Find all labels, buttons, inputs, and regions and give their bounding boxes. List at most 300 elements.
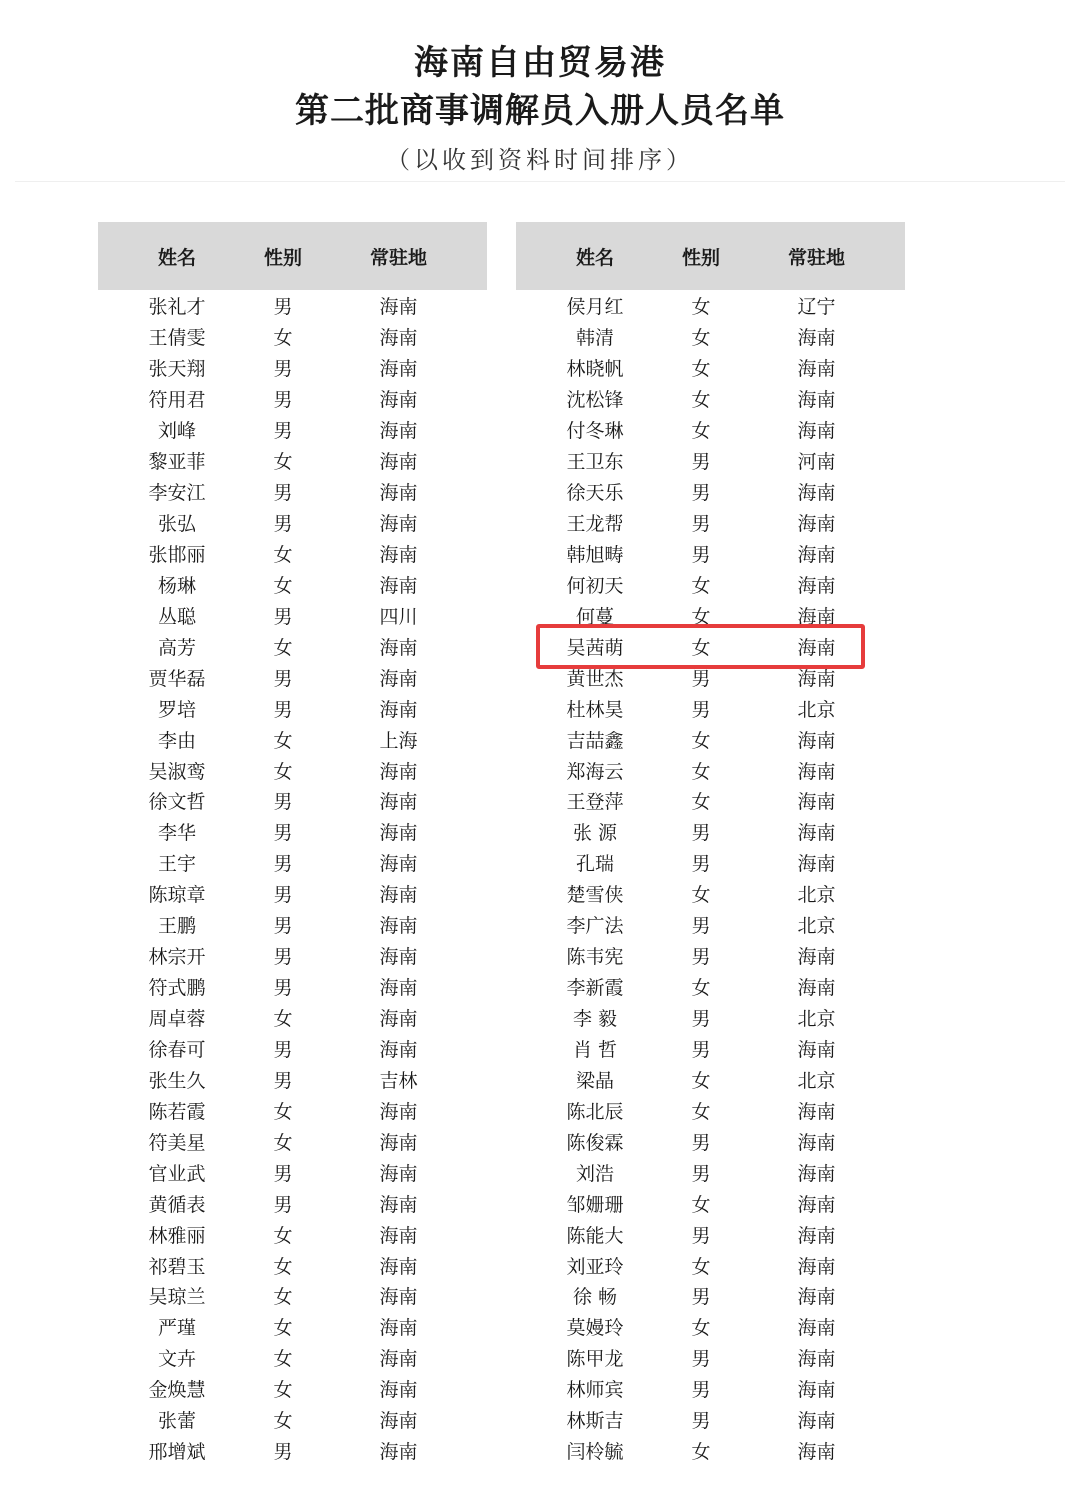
- cell-name: 吴淑鸾: [148, 760, 206, 783]
- left-table-body: [98, 290, 487, 1468]
- cell-gender: 男: [273, 698, 293, 721]
- header-name: 姓名: [575, 246, 614, 269]
- table-row: [516, 540, 905, 571]
- table-row: [516, 756, 905, 787]
- table-row: [98, 416, 487, 447]
- table-row: [516, 416, 905, 447]
- cell-name: 文卉: [157, 1348, 196, 1371]
- cell-gender: 男: [273, 358, 293, 381]
- table-row: [98, 1035, 487, 1066]
- table-row: [98, 509, 487, 540]
- cell-residence: 海南: [797, 605, 836, 628]
- cell-residence: 海南: [379, 915, 418, 938]
- cell-name: 符用君: [148, 389, 206, 412]
- cell-name: 王龙帮: [566, 513, 624, 536]
- table-row: [516, 1158, 905, 1189]
- table-row: [516, 1344, 905, 1375]
- cell-gender: 女: [273, 451, 293, 474]
- highlight-box: [536, 624, 865, 669]
- cell-residence: 海南: [379, 822, 418, 845]
- table-row: [98, 694, 487, 725]
- cell-name: 陈琼章: [148, 884, 206, 907]
- cell-residence: 海南: [797, 822, 836, 845]
- cell-residence: 海南: [797, 791, 836, 814]
- table-row: [98, 1344, 487, 1375]
- cell-residence: 海南: [379, 1286, 418, 1309]
- cell-residence: 海南: [797, 1162, 836, 1185]
- cell-name: 罗培: [157, 698, 196, 721]
- cell-residence: 海南: [797, 1410, 836, 1433]
- cell-name: 张蕾: [157, 1410, 196, 1433]
- cell-gender: 男: [273, 1162, 293, 1185]
- cell-residence: 海南: [379, 451, 418, 474]
- cell-residence: 海南: [379, 884, 418, 907]
- cell-residence: 海南: [797, 543, 836, 566]
- cell-gender: 男: [691, 1410, 711, 1433]
- cell-name: 林师宾: [566, 1379, 624, 1402]
- table-row: [98, 354, 487, 385]
- cell-residence: 海南: [379, 574, 418, 597]
- cell-name: 陈韦宪: [566, 946, 624, 969]
- cell-gender: 男: [273, 389, 293, 412]
- left-table: [98, 222, 487, 1468]
- cell-gender: 男: [691, 1286, 711, 1309]
- cell-residence: 海南: [379, 389, 418, 412]
- cell-residence: 海南: [379, 1441, 418, 1464]
- cell-name: 陈若霞: [148, 1100, 206, 1123]
- table-row: [98, 911, 487, 942]
- cell-residence: 海南: [797, 946, 836, 969]
- cell-gender: 女: [691, 1100, 711, 1123]
- cell-name: 杨琳: [157, 574, 196, 597]
- cell-name: 陈甲龙: [566, 1348, 624, 1371]
- cell-gender: 男: [691, 1131, 711, 1154]
- cell-residence: 海南: [379, 1255, 418, 1278]
- cell-name: 李由: [157, 729, 196, 752]
- table-header: [516, 222, 905, 290]
- cell-residence: 吉林: [379, 1069, 418, 1092]
- table-row: [98, 725, 487, 756]
- cell-gender: 男: [691, 698, 711, 721]
- cell-residence: 海南: [379, 760, 418, 783]
- cell-residence: 海南: [797, 1255, 836, 1278]
- table-row: [98, 601, 487, 632]
- cell-name: 张邯丽: [148, 543, 206, 566]
- cell-residence: 海南: [797, 760, 836, 783]
- cell-gender: 女: [273, 327, 293, 350]
- cell-name: 金焕慧: [148, 1379, 206, 1402]
- cell-name: 郑海云: [566, 760, 624, 783]
- cell-residence: 海南: [797, 1038, 836, 1061]
- cell-residence: 海南: [797, 853, 836, 876]
- cell-residence: 海南: [797, 1379, 836, 1402]
- page-title: 海南自由贸易港: [414, 43, 666, 83]
- cell-gender: 男: [273, 513, 293, 536]
- cell-gender: 男: [691, 1038, 711, 1061]
- cell-gender: 男: [273, 915, 293, 938]
- cell-name: 付冬琳: [566, 420, 624, 443]
- cell-residence: 河南: [797, 451, 836, 474]
- cell-gender: 女: [691, 1193, 711, 1216]
- cell-residence: 海南: [797, 667, 836, 690]
- table-row: [516, 1065, 905, 1096]
- cell-gender: 男: [273, 884, 293, 907]
- cell-name: 符美星: [148, 1131, 206, 1154]
- cell-name: 祁碧玉: [148, 1255, 206, 1278]
- cell-gender: 男: [273, 296, 293, 319]
- cell-name: 肖 哲: [572, 1038, 618, 1061]
- cell-gender: 男: [691, 513, 711, 536]
- cell-name: 张生久: [148, 1069, 206, 1092]
- cell-gender: 男: [691, 915, 711, 938]
- cell-name: 徐 畅: [572, 1286, 618, 1309]
- cell-residence: 海南: [379, 1038, 418, 1061]
- cell-name: 黄世杰: [566, 667, 624, 690]
- table-row: [98, 1189, 487, 1220]
- cell-residence: 海南: [797, 1131, 836, 1154]
- cell-name: 林晓帆: [566, 358, 624, 381]
- cell-residence: 海南: [379, 1100, 418, 1123]
- header-residence: 常驻地: [369, 246, 427, 269]
- cell-name: 韩旭畴: [566, 543, 624, 566]
- table-row: [516, 292, 905, 323]
- table-row: [516, 1282, 905, 1313]
- cell-name: 高芳: [157, 636, 196, 659]
- cell-residence: 海南: [797, 729, 836, 752]
- cell-name: 莫嫚玲: [566, 1317, 624, 1340]
- cell-gender: 男: [273, 1441, 293, 1464]
- table-row: [516, 354, 905, 385]
- cell-name: 刘亚玲: [566, 1255, 624, 1278]
- cell-gender: 女: [691, 1255, 711, 1278]
- table-row: [98, 1127, 487, 1158]
- cell-residence: 海南: [379, 1008, 418, 1031]
- cell-name: 张弘: [157, 513, 196, 536]
- cell-name: 陈能大: [566, 1224, 624, 1247]
- table-row: [98, 1251, 487, 1282]
- cell-name: 侯月红: [566, 296, 624, 319]
- table-header: [98, 222, 487, 290]
- cell-residence: 海南: [797, 513, 836, 536]
- table-row: [98, 973, 487, 1004]
- cell-residence: 海南: [797, 574, 836, 597]
- cell-name: 王登萍: [566, 791, 624, 814]
- cell-gender: 男: [691, 482, 711, 505]
- cell-name: 徐春可: [148, 1038, 206, 1061]
- table-row: [98, 292, 487, 323]
- table-row: [516, 973, 905, 1004]
- cell-name: 官业武: [148, 1162, 206, 1185]
- cell-gender: 男: [273, 605, 293, 628]
- cell-residence: 海南: [379, 482, 418, 505]
- cell-name: 李广法: [566, 915, 624, 938]
- cell-gender: 女: [273, 729, 293, 752]
- table-row: [98, 942, 487, 973]
- cell-gender: 女: [691, 327, 711, 350]
- cell-residence: 海南: [379, 1162, 418, 1185]
- cell-gender: 男: [273, 977, 293, 1000]
- cell-gender: 男: [273, 420, 293, 443]
- cell-gender: 女: [273, 1286, 293, 1309]
- table-row: [98, 1406, 487, 1437]
- cell-gender: 男: [273, 822, 293, 845]
- cell-gender: 女: [691, 977, 711, 1000]
- table-row: [516, 1220, 905, 1251]
- cell-residence: 海南: [379, 698, 418, 721]
- table-row: [516, 1189, 905, 1220]
- cell-name: 黄循表: [148, 1193, 206, 1216]
- cell-gender: 男: [691, 667, 711, 690]
- table-row: [98, 540, 487, 571]
- table-row: [516, 694, 905, 725]
- cell-residence: 海南: [379, 791, 418, 814]
- table-row: [98, 1437, 487, 1468]
- cell-residence: 海南: [797, 389, 836, 412]
- cell-gender: 男: [273, 667, 293, 690]
- cell-gender: 女: [273, 1255, 293, 1278]
- cell-residence: 海南: [379, 1410, 418, 1433]
- cell-residence: 海南: [379, 1348, 418, 1371]
- header-residence: 常驻地: [787, 246, 845, 269]
- right-table-body: [516, 290, 905, 1468]
- cell-gender: 女: [273, 636, 293, 659]
- cell-gender: 男: [691, 451, 711, 474]
- cell-gender: 女: [273, 1379, 293, 1402]
- cell-name: 林雅丽: [148, 1224, 206, 1247]
- cell-gender: 女: [273, 1100, 293, 1123]
- cell-name: 李安江: [148, 482, 206, 505]
- cell-name: 周卓蓉: [148, 1008, 206, 1031]
- cell-gender: 女: [691, 358, 711, 381]
- table-row: [98, 570, 487, 601]
- cell-name: 何初天: [566, 574, 624, 597]
- cell-name: 李华: [157, 822, 196, 845]
- cell-gender: 女: [273, 1131, 293, 1154]
- cell-residence: 海南: [379, 1317, 418, 1340]
- table-row: [516, 1406, 905, 1437]
- table-row: [98, 385, 487, 416]
- cell-residence: 辽宁: [797, 296, 836, 319]
- cell-residence: 海南: [797, 327, 836, 350]
- cell-gender: 男: [273, 853, 293, 876]
- cell-residence: 海南: [797, 420, 836, 443]
- table-row: [98, 1375, 487, 1406]
- cell-residence: 上海: [379, 729, 418, 752]
- cell-residence: 北京: [797, 1069, 836, 1092]
- cell-gender: 女: [691, 1069, 711, 1092]
- cell-residence: 海南: [797, 1100, 836, 1123]
- cell-gender: 男: [691, 1224, 711, 1247]
- cell-name: 李 毅: [572, 1008, 618, 1031]
- cell-residence: 海南: [797, 358, 836, 381]
- table-row: [516, 385, 905, 416]
- cell-name: 吴茜萌: [566, 636, 624, 659]
- cell-name: 王倩雯: [148, 327, 206, 350]
- cell-residence: 海南: [379, 513, 418, 536]
- table-row: [98, 1096, 487, 1127]
- cell-gender: 男: [691, 1162, 711, 1185]
- cell-name: 李新霞: [566, 977, 624, 1000]
- cell-residence: 海南: [379, 543, 418, 566]
- cell-gender: 女: [273, 1410, 293, 1433]
- table-row: [516, 570, 905, 601]
- cell-gender: 女: [273, 1317, 293, 1340]
- table-row: [98, 1313, 487, 1344]
- table-row: [516, 849, 905, 880]
- cell-residence: 海南: [379, 420, 418, 443]
- header-name: 姓名: [157, 246, 196, 269]
- cell-gender: 女: [273, 760, 293, 783]
- table-row: [98, 632, 487, 663]
- cell-gender: 男: [691, 1348, 711, 1371]
- table-row: [516, 323, 905, 354]
- cell-gender: 女: [691, 729, 711, 752]
- cell-residence: 四川: [379, 605, 418, 628]
- cell-name: 刘浩: [575, 1162, 614, 1185]
- cell-gender: 女: [691, 760, 711, 783]
- cell-gender: 男: [273, 1193, 293, 1216]
- cell-gender: 女: [273, 1348, 293, 1371]
- cell-gender: 男: [691, 1008, 711, 1031]
- table-row: [516, 1251, 905, 1282]
- table-row: [516, 787, 905, 818]
- cell-name: 刘峰: [157, 420, 196, 443]
- cell-residence: 海南: [379, 1379, 418, 1402]
- table-row: [516, 942, 905, 973]
- table-row: [516, 447, 905, 478]
- table-row: [516, 1004, 905, 1035]
- right-table: [516, 222, 905, 1468]
- cell-gender: 男: [273, 791, 293, 814]
- cell-gender: 男: [273, 482, 293, 505]
- cell-name: 严瑾: [157, 1317, 196, 1340]
- table-row: [516, 1035, 905, 1066]
- cell-residence: 海南: [379, 853, 418, 876]
- table-row: [98, 1220, 487, 1251]
- cell-name: 孔瑞: [575, 853, 614, 876]
- cell-name: 王宇: [157, 853, 196, 876]
- cell-name: 邢增斌: [148, 1441, 206, 1464]
- table-row: [98, 1158, 487, 1189]
- table-row: [516, 1127, 905, 1158]
- cell-gender: 男: [691, 1379, 711, 1402]
- cell-residence: 海南: [379, 296, 418, 319]
- table-row: [98, 323, 487, 354]
- cell-residence: 海南: [797, 482, 836, 505]
- cell-gender: 男: [691, 946, 711, 969]
- table-row: [516, 818, 905, 849]
- cell-name: 邹姗珊: [566, 1193, 624, 1216]
- sort-note: （以收到资料时间排序）: [386, 146, 694, 174]
- cell-residence: 海南: [379, 1224, 418, 1247]
- cell-gender: 女: [691, 420, 711, 443]
- cell-name: 张礼才: [148, 296, 206, 319]
- cell-residence: 海南: [379, 977, 418, 1000]
- cell-gender: 男: [691, 822, 711, 845]
- table-row: [98, 818, 487, 849]
- cell-name: 徐文哲: [148, 791, 206, 814]
- cell-residence: 海南: [379, 946, 418, 969]
- cell-residence: 北京: [797, 698, 836, 721]
- cell-residence: 海南: [797, 1317, 836, 1340]
- cell-residence: 海南: [797, 1286, 836, 1309]
- cell-gender: 女: [691, 884, 711, 907]
- cell-gender: 女: [691, 1317, 711, 1340]
- cell-name: 符式鹏: [148, 977, 206, 1000]
- cell-residence: 北京: [797, 884, 836, 907]
- cell-name: 何蔓: [575, 605, 614, 628]
- divider: [15, 181, 1065, 182]
- cell-name: 吴琼兰: [148, 1286, 206, 1309]
- table-row: [98, 1065, 487, 1096]
- cell-gender: 女: [273, 574, 293, 597]
- cell-residence: 海南: [379, 1131, 418, 1154]
- page-subtitle-heading: 第二批商事调解员入册人员名单: [295, 91, 785, 131]
- table-row: [516, 1437, 905, 1468]
- cell-name: 王卫东: [566, 451, 624, 474]
- cell-name: 林宗开: [148, 946, 206, 969]
- cell-gender: 女: [273, 1224, 293, 1247]
- cell-gender: 女: [691, 791, 711, 814]
- cell-gender: 女: [273, 543, 293, 566]
- cell-gender: 女: [691, 389, 711, 412]
- cell-name: 梁晶: [575, 1069, 614, 1092]
- cell-residence: 海南: [379, 636, 418, 659]
- cell-residence: 海南: [797, 1441, 836, 1464]
- table-row: [98, 787, 487, 818]
- cell-gender: 女: [691, 1441, 711, 1464]
- cell-residence: 海南: [797, 1348, 836, 1371]
- table-row: [516, 880, 905, 911]
- cell-residence: 海南: [379, 327, 418, 350]
- table-row: [516, 911, 905, 942]
- table-row: [98, 478, 487, 509]
- table-row: [98, 756, 487, 787]
- cell-name: 张天翔: [148, 358, 206, 381]
- table-row: [516, 1096, 905, 1127]
- cell-gender: 男: [691, 853, 711, 876]
- cell-name: 杜林昊: [566, 698, 624, 721]
- cell-residence: 北京: [797, 1008, 836, 1031]
- cell-name: 贾华磊: [148, 667, 206, 690]
- cell-gender: 女: [691, 574, 711, 597]
- cell-name: 黎亚菲: [148, 451, 206, 474]
- cell-name: 王鹏: [157, 915, 196, 938]
- cell-residence: 海南: [797, 636, 836, 659]
- cell-name: 楚雪侠: [566, 884, 624, 907]
- cell-name: 林斯吉: [566, 1410, 624, 1433]
- table-row: [98, 663, 487, 694]
- table-row: [516, 478, 905, 509]
- cell-name: 丛聪: [157, 605, 196, 628]
- table-row: [516, 509, 905, 540]
- cell-name: 吉喆鑫: [566, 729, 624, 752]
- cell-name: 闫柃毓: [566, 1441, 624, 1464]
- cell-name: 陈北辰: [566, 1100, 624, 1123]
- cell-name: 徐天乐: [566, 482, 624, 505]
- cell-name: 韩清: [575, 327, 614, 350]
- table-row: [516, 1313, 905, 1344]
- table-row: [98, 1004, 487, 1035]
- cell-gender: 男: [273, 946, 293, 969]
- cell-gender: 男: [273, 1069, 293, 1092]
- cell-residence: 海南: [379, 1193, 418, 1216]
- cell-gender: 女: [691, 296, 711, 319]
- cell-gender: 男: [273, 1038, 293, 1061]
- table-row: [98, 849, 487, 880]
- table-row: [98, 1282, 487, 1313]
- header-gender: 性别: [681, 246, 720, 269]
